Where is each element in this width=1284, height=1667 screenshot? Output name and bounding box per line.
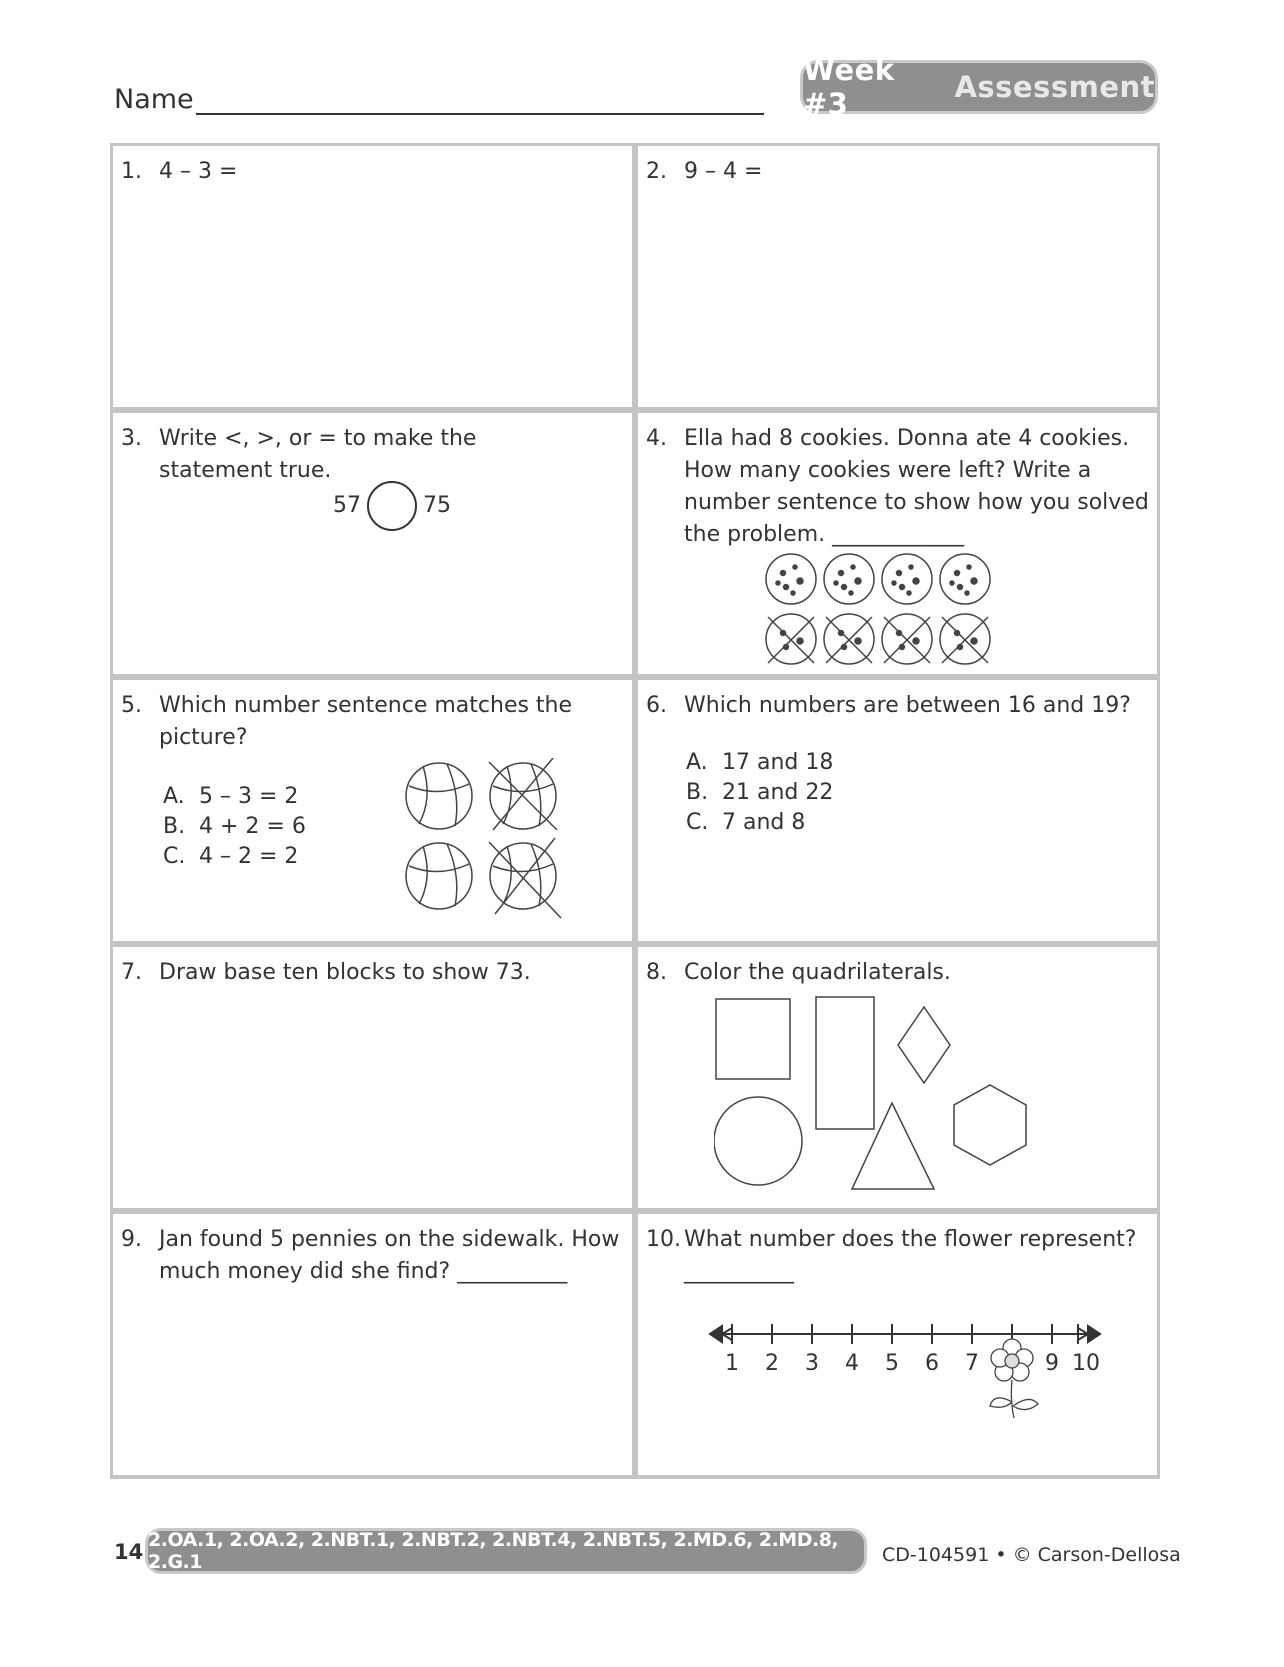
question-2-cell[interactable] [635,143,1160,410]
answer-choices [163,782,306,872]
standards-badge [145,1528,867,1574]
comparison [333,481,451,531]
comparison-circle[interactable] [367,481,417,531]
tick-label: 5 [885,1351,899,1376]
answer-choices [686,748,833,838]
left-value: 57 [333,493,361,518]
question-text: Which numbers are between 16 and 19? [684,693,1131,718]
rectangle-shape[interactable] [816,997,874,1129]
cookie-icon [824,554,874,604]
week-title: Week #3 [803,53,895,121]
question-number: 7. [121,960,142,985]
question-text: Ella had 8 cookies. Donna ate 4 cookies. How many cookies were left? Write a number sentence to show how you solved the problem. ____________ [684,426,1149,547]
question-4-cell [635,410,1160,677]
crossed-basketball-icon [489,838,561,918]
cookie-icon [940,554,990,604]
question-10-cell [635,1211,1160,1478]
cookie-icon [766,554,816,604]
crossed-cookie-icon [940,614,990,664]
basketballs-illustration [403,758,573,928]
crossed-cookie-icon [766,614,816,664]
crossed-cookie-icon [824,614,874,664]
question-1-cell[interactable] [110,143,635,410]
question-3-cell [110,410,635,677]
number-line [708,1314,1108,1464]
cookies-illustration [764,551,994,669]
question-number: 8. [646,960,667,985]
question-8-cell [635,944,1160,1211]
question-6-cell [635,677,1160,944]
tick-label: 7 [965,1351,979,1376]
question-9-cell [110,1211,635,1478]
crossed-basketball-icon [489,758,557,830]
rhombus-shape[interactable] [898,1007,950,1083]
choice-b[interactable]: B. 4 + 2 = 6 [163,814,306,839]
choice-a[interactable]: A. 5 – 3 = 2 [163,784,299,809]
name-blank-line[interactable] [196,85,764,115]
question-text: What number does the flower represent? [684,1227,1137,1252]
tick-label: 2 [765,1351,779,1376]
name-field[interactable] [114,84,764,115]
shapes-illustration [714,993,1054,1203]
question-number: 4. [646,426,667,451]
question-text: Which number sentence matches the picture? [159,693,573,750]
choice-b[interactable]: B. 21 and 22 [686,780,834,805]
right-value: 75 [423,493,451,518]
square-shape[interactable] [716,999,790,1079]
standards-text: 2.OA.1, 2.OA.2, 2.NBT.1, 2.NBT.2, 2.NBT.4, 2.NBT.5, 2.MD.6, 2.MD.8, 2.G.1 [148,1529,839,1573]
question-text: 9 – 4 = [684,159,763,184]
circle-shape[interactable] [714,1097,802,1185]
question-number: 1. [121,159,142,184]
choice-a[interactable]: A. 17 and 18 [686,750,834,775]
crossed-cookie-icon [882,614,932,664]
week-subtitle: Assessment [954,70,1155,104]
question-text: Color the quadrilaterals. [684,960,951,985]
basketball-icon [406,843,472,909]
assessment-grid [110,143,1160,1479]
copyright-text: CD-104591 • © Carson-Dellosa [882,1544,1181,1566]
question-number: 6. [646,693,667,718]
question-number: 3. [121,426,142,451]
question-number: 10. [646,1227,681,1252]
choice-c[interactable]: C. 7 and 8 [686,810,806,835]
answer-blank[interactable]: __________ [684,1259,794,1284]
basketball-icon [406,763,472,829]
tick-label: 6 [925,1351,939,1376]
tick-label: 4 [845,1351,859,1376]
tick-label: 9 [1045,1351,1059,1376]
question-number: 9. [121,1227,142,1252]
name-label: Name [114,84,194,115]
question-7-cell[interactable] [110,944,635,1211]
question-text: Jan found 5 pennies on the sidewalk. How much money did she find? __________ [159,1227,620,1284]
question-number: 5. [121,693,142,718]
question-5-cell [110,677,635,944]
tick-label: 10 [1072,1351,1100,1376]
page-number: 14 [114,1540,144,1564]
triangle-shape[interactable] [852,1103,934,1189]
hexagon-shape[interactable] [954,1085,1026,1165]
tick-label: 1 [725,1351,739,1376]
tick-label: 3 [805,1351,819,1376]
question-text: 4 – 3 = [159,159,238,184]
cookie-icon [882,554,932,604]
question-number: 2. [646,159,667,184]
question-text: Draw base ten blocks to show 73. [159,960,531,985]
week-title-badge [800,53,1158,121]
question-text: Write <, >, or = to make the statement true. [159,426,477,483]
choice-c[interactable]: C. 4 – 2 = 2 [163,844,299,869]
flower-icon [990,1339,1038,1418]
